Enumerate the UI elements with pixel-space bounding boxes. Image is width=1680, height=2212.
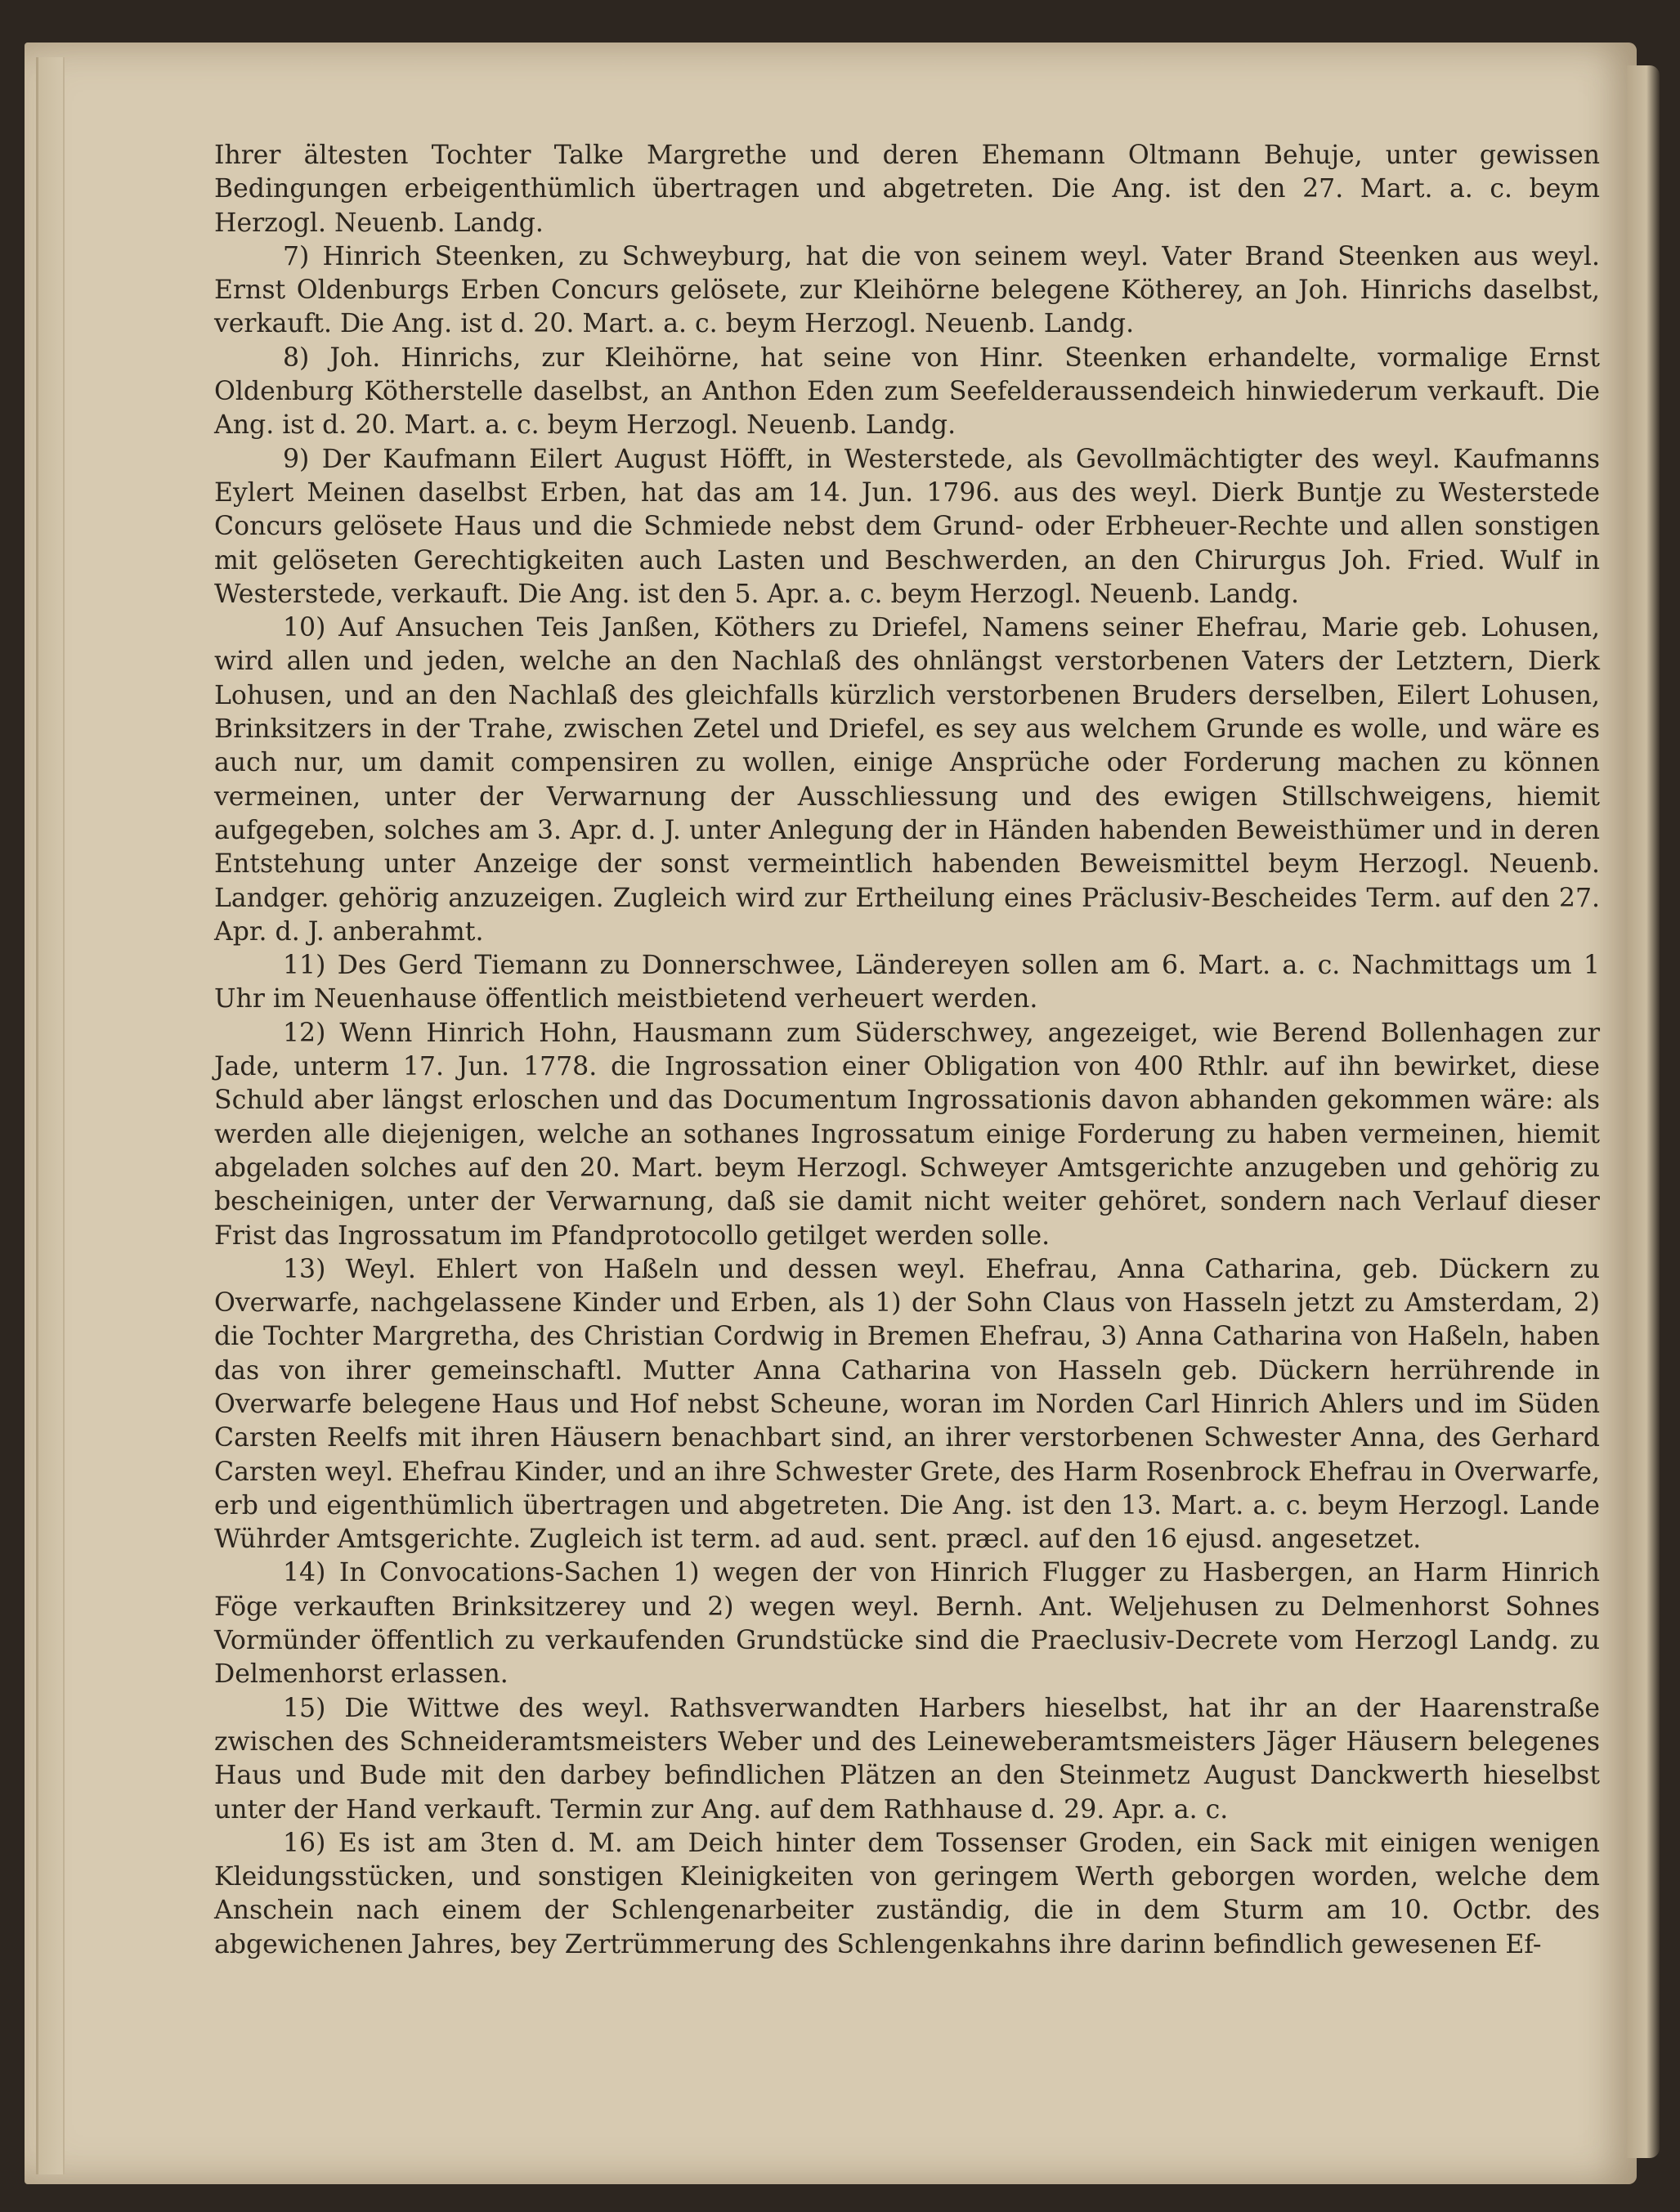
entry-9: 9) Der Kaufmann Eilert August Höfft, in Westerstede, als Gevollmächtigter des weyl. Kaufmanns Eylert Meinen daselbst Erben, hat das am 14. Jun. 1796. aus des weyl. Dierk Buntje zu Westerstede Concurs gelösete Haus und die Schmiede nebst dem Grund- oder Erbheuer-Rechte und allen sonstigen mit gelöseten Gerechtigkeiten auch Lasten und Beschwerden, an den Chirurgus Joh. Fried. Wulf in Westerstede, verkauft. Die Ang. ist den 5. Apr. a. c. beym Herzogl. Neuenb. Landg. <box>214 444 1600 609</box>
entry-14: 14) In Convocations-Sachen 1) wegen der von Hinrich Flugger zu Hasbergen, an Harm Hinrich Föge verkauften Brinksitzerey und 2) wegen weyl. Bernh. Ant. Weljehusen zu Delmenhorst Sohnes Vormünder öffentlich zu verkaufenden Grundstücke sind die Praeclusiv-Decrete vom Herzogl Landg. zu Delmenhorst erlassen. <box>214 1558 1600 1690</box>
document-body <box>214 139 1600 1962</box>
entry-10: 10) Auf Ansuchen Teis Janßen, Köthers zu Driefel, Namens seiner Ehefrau, Marie geb. Lohusen, wird allen und jeden, welche an den Nachlaß des ohnlängst verstorbenen Vaters der Letztern, Dierk Lohusen, und an den Nachlaß des gleichfalls kürzlich verstorbenen Bruders derselben, Eilert Lohusen, Brinksitzers in der Trahe, zwischen Zetel und Driefel, es sey aus welchem Grunde es wolle, und wäre es auch nur, um damit compensiren zu wollen, einige Ansprüche oder Forderung machen zu können vermeinen, unter der Verwarnung der Ausschliessung und des ewigen Stillschweigens, hiemit aufgegeben, solches am 3. Apr. d. J. unter Anlegung der in Händen habenden Beweisthümer und in deren Entstehung unter Anzeige der sonst vermeintlich habenden Beweismittel beym Herzogl. Neuenb. Landger. gehörig anzuzeigen. Zugleich wird zur Ertheilung eines Präclusiv-Bescheides Term. auf den 27. Apr. d. J. anberahmt. <box>214 613 1600 947</box>
entry-8: 8) Joh. Hinrichs, zur Kleihörne, hat seine von Hinr. Steenken erhandelte, vormalige Ernst Oldenburg Kötherstelle daselbst, an Anthon Eden zum Seefelderaussendeich hinwiederum verkauft. Die Ang. ist d. 20. Mart. a. c. beym Herzogl. Neuenb. Landg. <box>214 343 1600 441</box>
page-edge-stack <box>36 57 65 2174</box>
entry-15: 15) Die Wittwe des weyl. Rathsverwandten Harbers hieselbst, hat ihr an der Haarenstraße zwischen des Schneideramtsmeisters Weber und des Leineweberamtsmeisters Jäger Häusern belegenes Haus und Bude mit den darbey befindlichen Plätzen an den Steinmetz August Danckwerth hieselbst unter der Hand verkauft. Termin zur Ang. auf dem Rathhause d. 29. Apr. a. c. <box>214 1693 1600 1825</box>
entry-16: 16) Es ist am 3ten d. M. am Deich hinter dem Tossenser Groden, ein Sack mit einigen wenigen Kleidungsstücken, und sonstigen Kleinigkeiten von geringem Werth geborgen worden, welche dem Anschein nach einem der Schlengenarbeiter zuständig, die in dem Sturm am 10. Octbr. des abgewichenen Jahres, bey Zertrümmerung des Schlengenkahns ihre darinn befindlich gewesenen Ef- <box>214 1828 1600 1959</box>
entry-7: 7) Hinrich Steenken, zu Schweyburg, hat die von seinem weyl. Vater Brand Steenken aus weyl. Ernst Oldenburgs Erben Concurs gelösete, zur Kleihörne belegene Kötherey, an Joh. Hinrichs daselbst, verkauft. Die Ang. ist d. 20. Mart. a. c. beym Herzogl. Neuenb. Landg. <box>214 241 1600 339</box>
adjacent-page-edge <box>1627 65 1660 2158</box>
entry-13: 13) Weyl. Ehlert von Haßeln und dessen weyl. Ehefrau, Anna Catharina, geb. Dückern zu Overwarfe, nachgelassene Kinder und Erben, als 1) der Sohn Claus von Hasseln jetzt zu Amsterdam, 2) die Tochter Margretha, des Christian Cordwig in Bremen Ehefrau, 3) Anna Catharina von Haßeln, haben das von ihrer gemeinschaftl. Mutter Anna Catharina von Hasseln geb. Dückern herrührende in Overwarfe belegene Haus und Hof nebst Scheune, woran im Norden Carl Hinrich Ahlers und im Süden Carsten Reelfs mit ihren Häusern benachbart sind, an ihrer verstorbenen Schwester Anna, des Gerhard Carsten weyl. Ehefrau Kinder, und an ihre Schwester Grete, des Harm Rosenbrock Ehefrau in Overwarfe, erb und eigenthümlich übertragen und abgetreten. Die Ang. ist den 13. Mart. a. c. beym Herzogl. Lande Wührder Amtsgerichte. Zugleich ist term. ad aud. sent. præcl. auf den 16 ejusd. angesetzet. <box>214 1254 1600 1555</box>
entry-continuation: Ihrer ältesten Tochter Talke Margrethe und deren Ehemann Oltmann Behuje, unter gewissen Bedingungen erbeigenthümlich übertragen und abgetreten. Die Ang. ist den 27. Mart. a. c. beym Herzogl. Neuenb. Landg. <box>214 141 1600 238</box>
entry-12: 12) Wenn Hinrich Hohn, Hausmann zum Süderschwey, angezeiget, wie Berend Bollenhagen zur Jade, unterm 17. Jun. 1778. die Ingrossation einer Obligation von 400 Rthlr. auf ihn bewirket, diese Schuld aber längst erloschen und das Documentum Ingrossationis davon abhanden gekommen wäre: als werden alle diejenigen, welche an sothanes Ingrossatum einige Forderung zu haben vermeinen, hiemit abgeladen solches auf den 20. Mart. beym Herzogl. Schweyer Amtsgerichte anzugeben und gehörig zu bescheinigen, unter der Verwarnung, daß sie damit nicht weiter gehöret, sondern nach Verlauf dieser Frist das Ingrossatum im Pfandprotocollo getilget werden solle. <box>214 1018 1600 1251</box>
entry-11: 11) Des Gerd Tiemann zu Donnerschwee, Ländereyen sollen am 6. Mart. a. c. Nachmittags um 1 Uhr im Neuenhause öffentlich meistbietend verheuert werden. <box>214 951 1600 1014</box>
